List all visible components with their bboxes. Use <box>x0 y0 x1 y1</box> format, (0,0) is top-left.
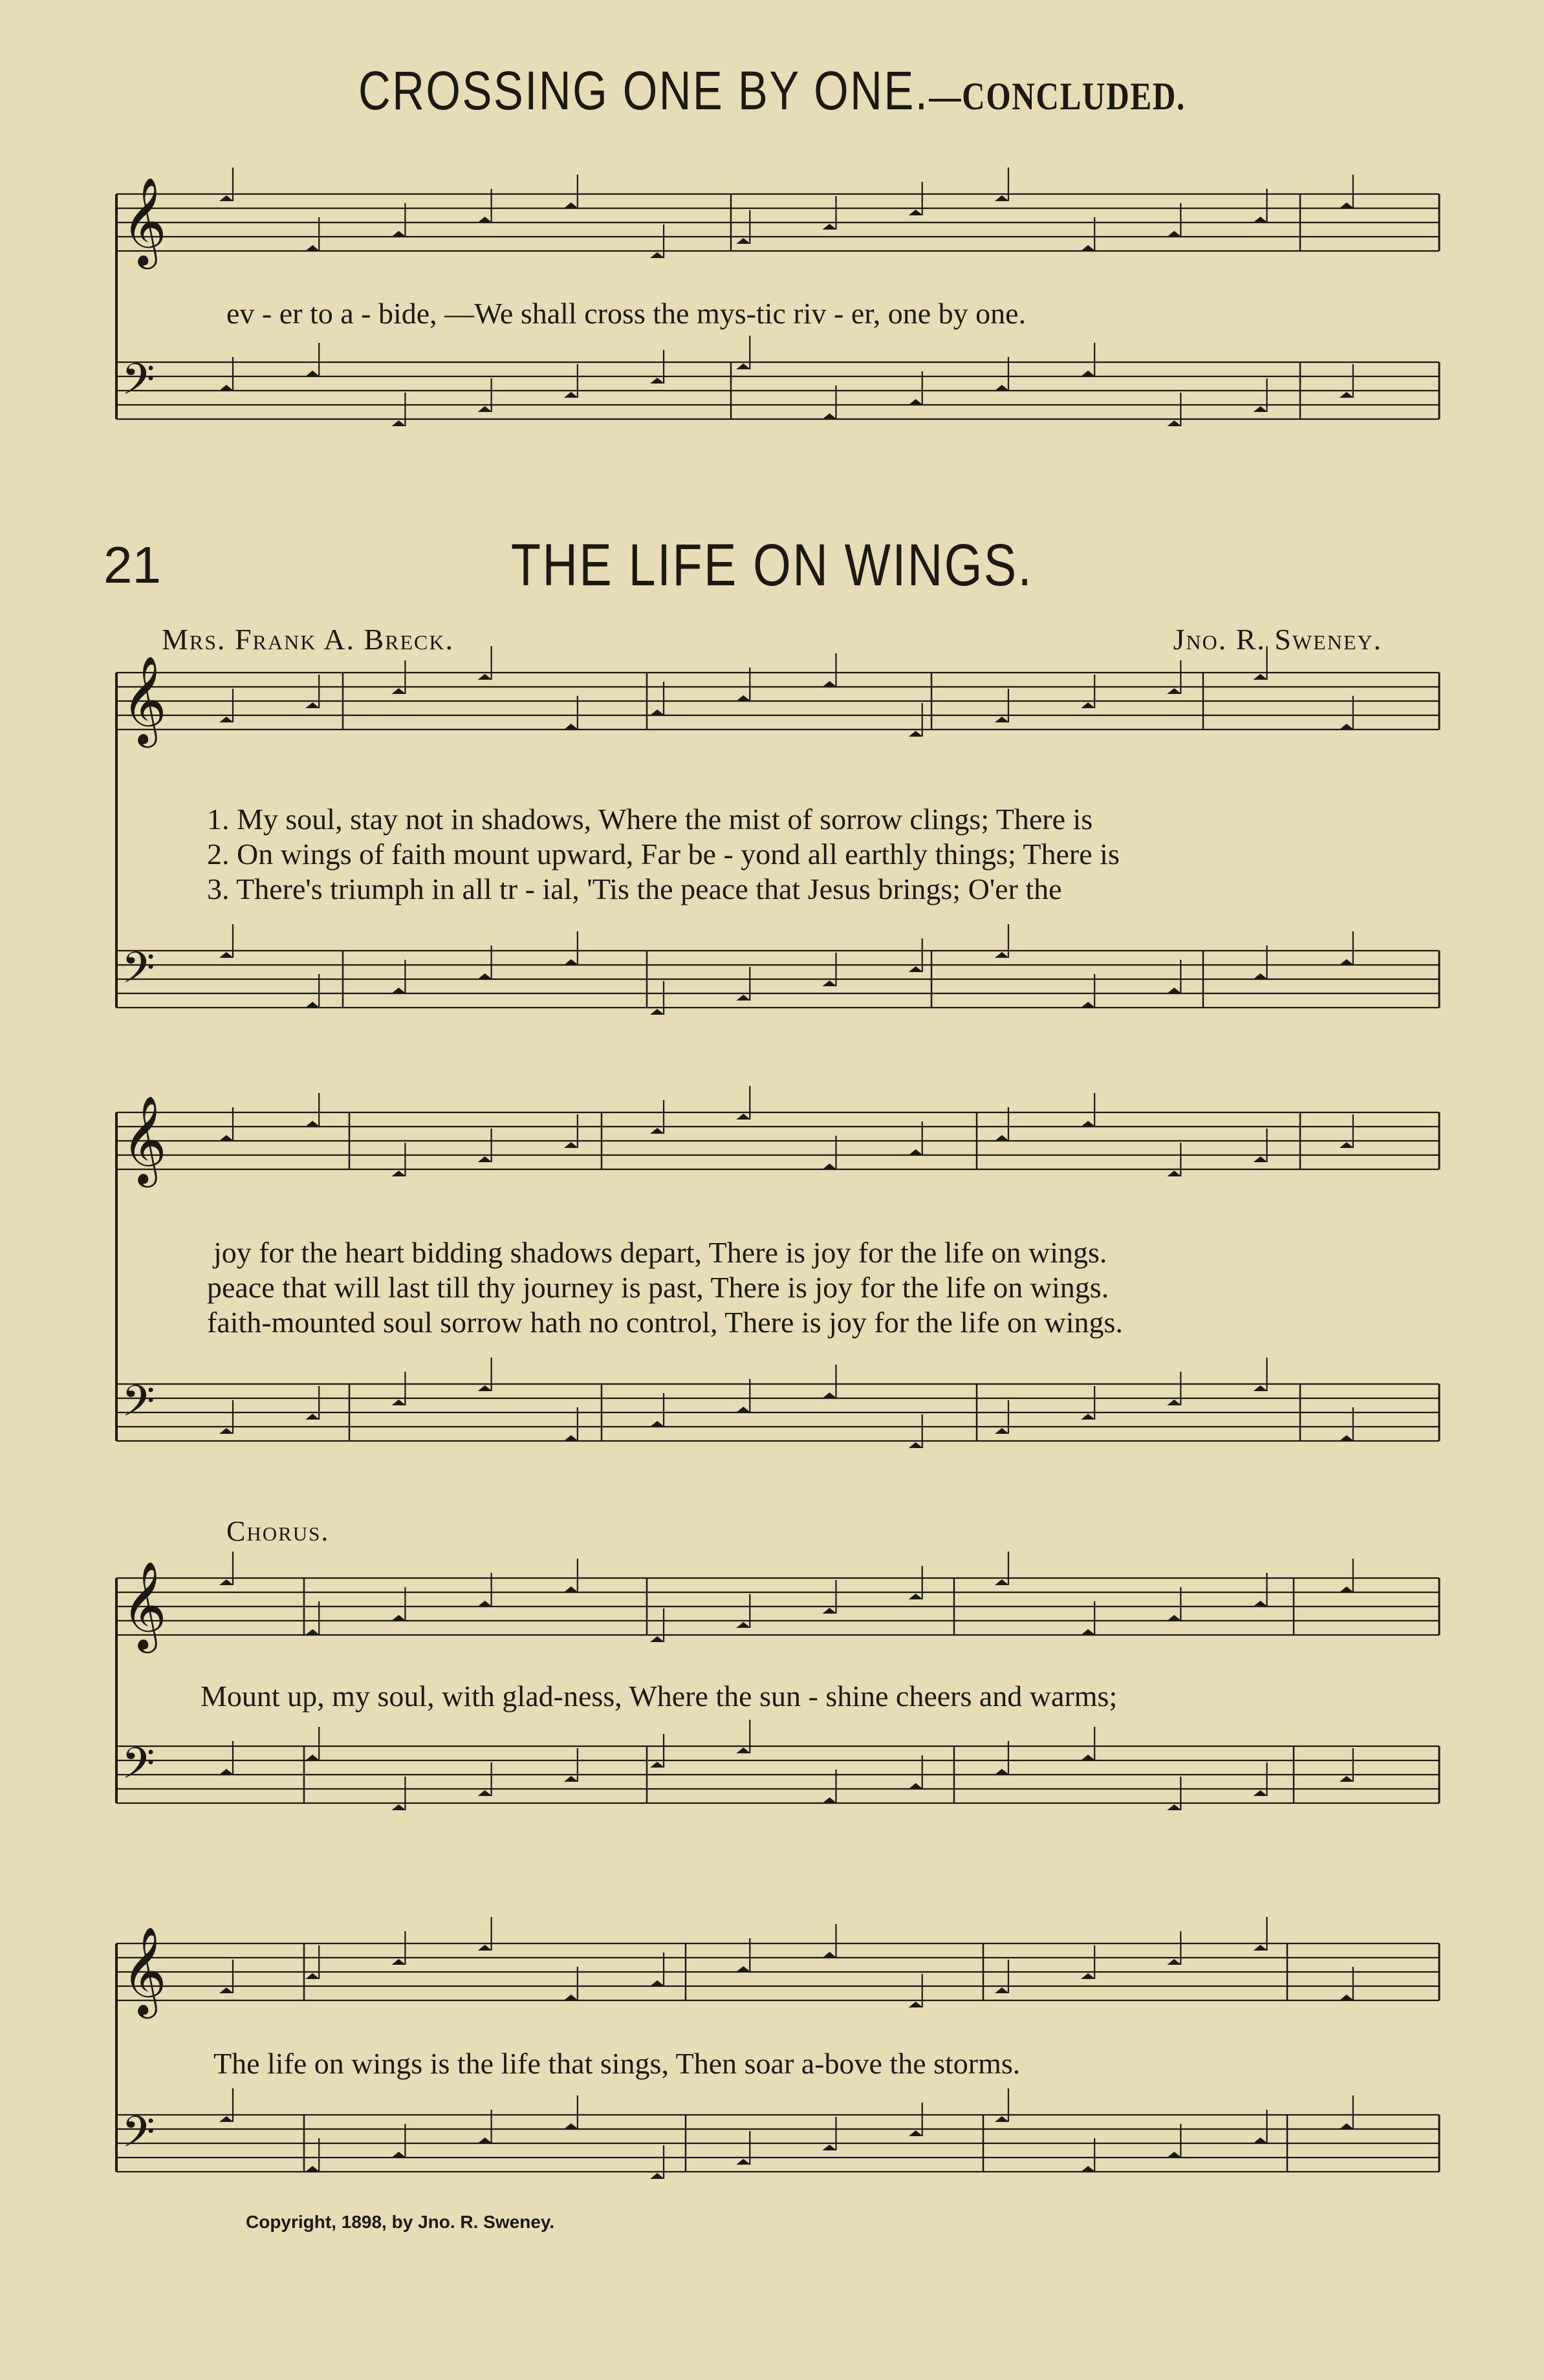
shape-note-icon <box>995 717 1009 722</box>
shape-note-icon <box>650 1762 664 1768</box>
author: Mrs. Frank A. Breck. <box>162 623 455 656</box>
shape-note-icon <box>1081 702 1095 708</box>
shape-note-icon <box>995 1579 1009 1585</box>
shape-note-icon <box>564 392 578 398</box>
shape-note-icon <box>478 973 492 979</box>
shape-note-icon <box>478 217 492 222</box>
shape-note-icon <box>564 1995 578 2000</box>
verse-1-line-a: 1. My soul, stay not in shadows, Where the mist of sorrow clings; There is <box>207 803 1093 836</box>
shape-note-icon <box>1254 1790 1268 1796</box>
treble-clef-icon: 𝄞 <box>122 1094 167 1184</box>
shape-note-icon <box>564 202 578 208</box>
chorus-line-2: The life on wings is the life that sings, Then soar a-bove the storms. <box>213 2047 1021 2080</box>
shape-note-icon <box>219 1135 234 1141</box>
shape-note-icon <box>1340 1995 1354 2000</box>
shape-note-icon <box>391 1959 406 1965</box>
treble-clef-icon: 𝄞 <box>122 1560 167 1649</box>
shape-note-icon <box>1167 1615 1181 1621</box>
shape-note-icon <box>1081 1973 1095 1979</box>
shape-note-icon <box>219 2116 234 2122</box>
shape-note-icon <box>391 1804 406 1810</box>
shape-note-icon <box>650 1128 664 1134</box>
shape-note-icon <box>391 231 406 237</box>
shape-note-icon <box>1340 202 1354 208</box>
shape-note-icon <box>219 952 234 958</box>
shape-note-icon <box>564 1776 578 1782</box>
verse-1-line-b: joy for the heart bidding shadows depart, There is joy for the life on wings. <box>213 1236 1107 1269</box>
shape-note-icon <box>1340 392 1354 398</box>
shape-note-icon <box>823 1952 837 1958</box>
shape-note-icon <box>736 1966 750 1972</box>
top-lyric: ev - er to a - bide, —We shall cross the mys-tic riv - er, one by one. <box>226 297 1027 330</box>
hymn-number: 21 <box>103 536 161 594</box>
shape-note-icon <box>1254 1945 1268 1951</box>
verse-2-line-b: peace that will last till thy journey is past, There is joy for the life on wings. <box>207 1271 1109 1304</box>
shape-note-icon <box>1081 1002 1095 1008</box>
shape-note-icon <box>909 1149 923 1155</box>
shape-note-icon <box>909 1783 923 1789</box>
shape-note-icon <box>823 1608 837 1614</box>
shape-note-icon <box>1254 1601 1268 1606</box>
shape-note-icon <box>995 385 1009 391</box>
shape-note-icon <box>1081 1629 1095 1635</box>
shape-note-icon <box>219 1769 234 1775</box>
shape-note-icon <box>391 988 406 993</box>
chorus-label: Chorus. <box>226 1515 330 1547</box>
shape-note-icon <box>478 1945 492 1951</box>
shape-note-icon <box>650 2173 664 2179</box>
shape-note-icon <box>909 1442 923 1448</box>
shape-note-icon <box>305 371 320 376</box>
shape-note-icon <box>909 966 923 972</box>
bass-clef-icon: 𝄢 <box>122 1738 155 1799</box>
bass-clef-icon: 𝄢 <box>122 943 155 1003</box>
shape-note-icon <box>564 1435 578 1441</box>
shape-note-icon <box>564 1142 578 1148</box>
shape-note-icon <box>650 1636 664 1642</box>
shape-note-icon <box>736 995 750 1001</box>
shape-note-icon <box>736 1747 750 1753</box>
shape-note-icon <box>650 709 664 715</box>
continued-suffix: —CONCLUDED. <box>929 75 1186 118</box>
shape-note-icon <box>909 2002 923 2007</box>
shape-note-icon <box>478 2137 492 2143</box>
shape-note-icon <box>1340 1776 1354 1782</box>
shape-note-icon <box>736 238 750 244</box>
shape-note-icon <box>823 980 837 986</box>
shape-note-icon <box>305 1002 320 1008</box>
shape-note-icon <box>909 731 923 737</box>
shape-note-icon <box>1340 1435 1354 1441</box>
shape-note-icon <box>1167 1171 1181 1176</box>
shape-note-icon <box>219 1579 234 1585</box>
treble-clef-icon: 𝄞 <box>122 1925 167 2015</box>
shape-note-icon <box>219 717 234 722</box>
shape-note-icon <box>1167 231 1181 237</box>
shape-note-icon <box>219 385 234 391</box>
chorus-line-1: Mount up, my soul, with glad-ness, Where the sun - shine cheers and warms; <box>201 1680 1118 1713</box>
shape-note-icon <box>736 363 750 369</box>
treble-clef-icon: 𝄞 <box>122 654 167 744</box>
shape-note-icon <box>1081 1121 1095 1127</box>
shape-note-icon <box>478 1385 492 1391</box>
shape-note-icon <box>1081 371 1095 376</box>
bass-clef-icon: 𝄢 <box>122 2107 155 2167</box>
shape-note-icon <box>650 1421 664 1427</box>
shape-note-icon <box>995 952 1009 958</box>
shape-note-icon <box>219 195 234 201</box>
shape-note-icon <box>995 1769 1009 1775</box>
shape-note-icon <box>478 674 492 680</box>
shape-note-icon <box>478 1790 492 1796</box>
shape-note-icon <box>823 2145 837 2150</box>
shape-note-icon <box>305 1121 320 1127</box>
shape-note-icon <box>1167 1400 1181 1405</box>
shape-note-icon <box>1081 2166 1095 2172</box>
shape-note-icon <box>823 1797 837 1803</box>
shape-note-icon <box>1340 959 1354 965</box>
shape-note-icon <box>1340 1142 1354 1148</box>
treble-clef-icon: 𝄞 <box>122 176 167 265</box>
shape-note-icon <box>909 399 923 405</box>
verse-3-line-a: 3. There's triumph in all tr - ial, 'Tis the peace that Jesus brings; O'er the <box>207 872 1062 905</box>
shape-note-icon <box>736 1407 750 1412</box>
shape-note-icon <box>909 1594 923 1599</box>
shape-note-icon <box>650 1009 664 1015</box>
shape-note-icon <box>736 1622 750 1628</box>
shape-note-icon <box>1254 406 1268 412</box>
shape-note-icon <box>995 2116 1009 2122</box>
shape-note-icon <box>1254 674 1268 680</box>
shape-note-icon <box>650 252 664 258</box>
shape-note-icon <box>650 378 664 384</box>
shape-note-icon <box>1167 1959 1181 1965</box>
hymn-title: THE LIFE ON WINGS. <box>510 532 1034 598</box>
shape-note-icon <box>995 1135 1009 1141</box>
shape-note-icon <box>1081 1414 1095 1420</box>
shape-note-icon <box>391 1615 406 1621</box>
shape-note-icon <box>1254 973 1268 979</box>
shape-note-icon <box>305 702 320 708</box>
shape-note-icon <box>1340 1586 1354 1592</box>
verse-3-line-b: faith-mounted soul sorrow hath no control, There is joy for the life on wings. <box>207 1306 1123 1339</box>
shape-note-icon <box>305 1755 320 1760</box>
shape-note-icon <box>1167 1804 1181 1810</box>
shape-note-icon <box>564 2123 578 2129</box>
shape-note-icon <box>823 224 837 230</box>
shape-note-icon <box>305 1629 320 1635</box>
shape-note-icon <box>305 2166 320 2172</box>
shape-note-icon <box>564 1586 578 1592</box>
shape-note-icon <box>391 1171 406 1176</box>
shape-note-icon <box>391 420 406 426</box>
shape-note-icon <box>478 1601 492 1606</box>
shape-note-icon <box>219 1428 234 1434</box>
shape-note-icon <box>219 1987 234 1993</box>
bass-clef-icon: 𝄢 <box>122 354 155 415</box>
shape-note-icon <box>995 1428 1009 1434</box>
shape-note-icon <box>564 724 578 730</box>
shape-note-icon <box>1254 1385 1268 1391</box>
shape-note-icon <box>1167 988 1181 993</box>
shape-note-icon <box>909 210 923 215</box>
bass-clef-icon: 𝄢 <box>122 1376 155 1436</box>
shape-note-icon <box>736 2159 750 2165</box>
composer: Jno. R. Sweney. <box>1173 623 1382 656</box>
shape-note-icon <box>1254 1156 1268 1162</box>
shape-note-icon <box>1081 1755 1095 1760</box>
shape-note-icon <box>305 1414 320 1420</box>
shape-note-icon <box>995 1987 1009 1993</box>
shape-note-icon <box>1254 2137 1268 2143</box>
shape-note-icon <box>564 959 578 965</box>
shape-note-icon <box>1167 420 1181 426</box>
shape-note-icon <box>305 1973 320 1979</box>
shape-note-icon <box>1254 217 1268 222</box>
copyright: Copyright, 1898, by Jno. R. Sweney. <box>246 2212 555 2232</box>
shape-note-icon <box>736 695 750 701</box>
continued-title-text: CROSSING ONE BY ONE. <box>358 60 930 121</box>
shape-note-icon <box>823 1163 837 1169</box>
shape-note-icon <box>650 1980 664 1986</box>
shape-note-icon <box>995 195 1009 201</box>
shape-note-icon <box>823 1392 837 1398</box>
shape-note-icon <box>1340 724 1354 730</box>
shape-note-icon <box>823 413 837 419</box>
verse-2-line-a: 2. On wings of faith mount upward, Far be - yond all earthly things; There is <box>207 838 1120 871</box>
shape-note-icon <box>478 406 492 412</box>
shape-note-icon <box>1081 245 1095 251</box>
shape-note-icon <box>305 245 320 251</box>
shape-note-icon <box>1167 2152 1181 2158</box>
shape-note-icon <box>391 1400 406 1405</box>
shape-note-icon <box>823 681 837 687</box>
shape-note-icon <box>391 2152 406 2158</box>
shape-note-icon <box>478 1156 492 1162</box>
shape-note-icon <box>736 1114 750 1120</box>
shape-note-icon <box>1340 2123 1354 2129</box>
shape-note-icon <box>391 688 406 694</box>
shape-note-icon <box>909 2130 923 2136</box>
shape-note-icon <box>1167 688 1181 694</box>
